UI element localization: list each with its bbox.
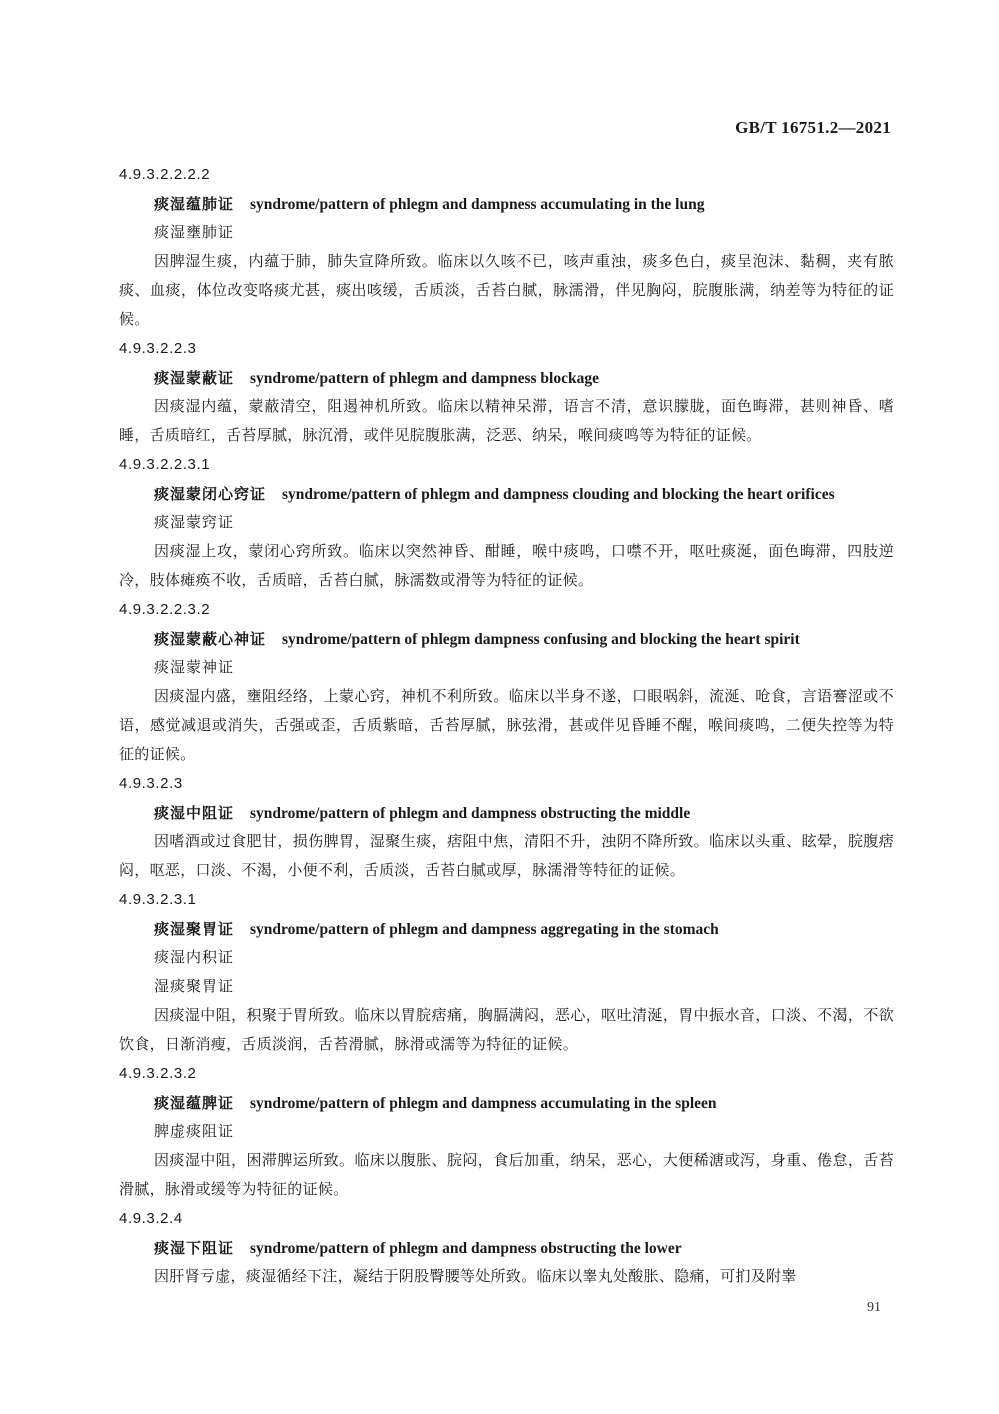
term-heading (119, 189, 894, 218)
term-heading (119, 914, 894, 943)
synonym-term: 痰湿蒙窍证 (154, 513, 235, 531)
clause-number: 4.9.3.2.3 (119, 775, 183, 792)
synonym-term: 痰湿壅肺证 (154, 223, 235, 241)
clause-number: 4.9.3.2.4 (119, 1210, 183, 1227)
definition-paragraph: 因痰湿内蕴，蒙蔽清空，阻遏神机所致。临床以精神呆滞，语言不清，意识朦胧，面色晦滞，甚则神昏、嗜睡，舌质暗红，舌苔厚腻，脉沉滑，或伴见脘腹胀满，泛恶、纳呆，喉间痰鸣等为特征的证候。 (119, 397, 894, 444)
synonym-term: 湿痰聚胃证 (154, 977, 235, 995)
term-english: syndrome/pattern of phlegm dampness confusing and blocking the heart spirit (282, 631, 800, 648)
term-chinese: 痰湿蒙蔽心神证 (154, 630, 267, 648)
term-chinese: 痰湿下阻证 (154, 1239, 235, 1257)
term-chinese: 痰湿蒙蔽证 (154, 369, 235, 387)
definition-paragraph: 因痰湿中阻，积聚于胃所致。临床以胃脘痞痛，胸膈满闷，恶心，呕吐清涎，胃中振水音，口淡、不渴，不欲饮食，日渐消瘦，舌质淡润，舌苔滑腻，脉滑或濡等为特征的证候。 (119, 1006, 894, 1053)
term-heading (119, 624, 894, 653)
term-english: syndrome/pattern of phlegm and dampness clouding and blocking the heart orifices (282, 486, 835, 503)
clause-number: 4.9.3.2.2.3 (119, 340, 197, 357)
clause-number: 4.9.3.2.3.1 (119, 891, 197, 908)
definition-paragraph: 因痰湿中阻，困滞脾运所致。临床以腹胀、脘闷，食后加重，纳呆，恶心，大便稀溏或泻，身重、倦怠，舌苔滑腻，脉滑或缓等为特征的证候。 (119, 1151, 894, 1198)
definition-paragraph: 因肝肾亏虚，痰湿循经下注，凝结于阴股臀腰等处所致。临床以睾丸处酸胀、隐痛，可扪及附睾 (154, 1267, 797, 1285)
term-heading (119, 363, 894, 392)
clause-number: 4.9.3.2.2.2.2 (119, 166, 211, 183)
term-heading (119, 479, 894, 508)
term-english: syndrome/pattern of phlegm and dampness aggregating in the stomach (250, 921, 719, 938)
term-chinese: 痰湿聚胃证 (154, 920, 235, 938)
definition-paragraph: 因嗜酒或过食肥甘，损伤脾胃，湿聚生痰，痞阻中焦，清阳不升，浊阴不降所致。临床以头重、眩晕，脘腹痞闷，呕恶，口淡、不渴，小便不利，舌质淡，舌苔白腻或厚，脉濡滑等特征的证候。 (119, 832, 894, 879)
term-chinese: 痰湿蕴脾证 (154, 1094, 235, 1112)
term-heading (119, 1088, 894, 1117)
term-heading (119, 1233, 894, 1262)
definition-paragraph: 因痰湿上攻，蒙闭心窍所致。临床以突然神昏、酣睡，喉中痰鸣，口噤不开，呕吐痰涎，面色晦滞，四肢逆冷，肢体瘫痪不收，舌质暗，舌苔白腻，脉濡数或滑等为特征的证候。 (119, 542, 894, 589)
term-heading (119, 798, 894, 827)
synonym-term: 痰湿蒙神证 (154, 658, 235, 676)
document-body (119, 160, 894, 1291)
term-english: syndrome/pattern of phlegm and dampness obstructing the lower (250, 1240, 682, 1257)
clause-number: 4.9.3.2.3.2 (119, 1065, 197, 1082)
term-english: syndrome/pattern of phlegm and dampness accumulating in the spleen (250, 1095, 717, 1112)
clause-number: 4.9.3.2.2.3.1 (119, 456, 211, 473)
page-number: 91 (867, 1300, 881, 1315)
term-chinese: 痰湿蕴肺证 (154, 195, 235, 213)
synonym-term: 痰湿内积证 (154, 948, 235, 966)
clause-number: 4.9.3.2.2.3.2 (119, 601, 211, 618)
synonym-term: 脾虚痰阻证 (154, 1122, 235, 1140)
standard-code: GB/T 16751.2—2021 (735, 118, 891, 137)
definition-paragraph: 因痰湿内盛，壅阻经络，上蒙心窍，神机不利所致。临床以半身不遂，口眼㖞斜，流涎、呛食，言语謇涩或不语，感觉减退或消失，舌强或歪，舌质紫暗，舌苔厚腻，脉弦滑，甚或伴见昏睡不醒，喉间痰鸣，二便失控等为特征的证候。 (119, 687, 894, 763)
definition-paragraph: 因脾湿生痰，内蕴于肺，肺失宣降所致。临床以久咳不已，咳声重浊，痰多色白，痰呈泡沫、黏稠，夹有脓痰、血痰，体位改变咯痰尤甚，痰出咳缓，舌质淡，舌苔白腻，脉濡滑，伴见胸闷，脘腹胀满，纳差等为特征的证候。 (119, 252, 894, 328)
term-english: syndrome/pattern of phlegm and dampness obstructing the middle (250, 805, 691, 822)
term-english: syndrome/pattern of phlegm and dampness blockage (250, 370, 599, 387)
term-chinese: 痰湿蒙闭心窍证 (154, 485, 267, 503)
term-english: syndrome/pattern of phlegm and dampness accumulating in the lung (250, 196, 705, 213)
term-chinese: 痰湿中阻证 (154, 804, 235, 822)
